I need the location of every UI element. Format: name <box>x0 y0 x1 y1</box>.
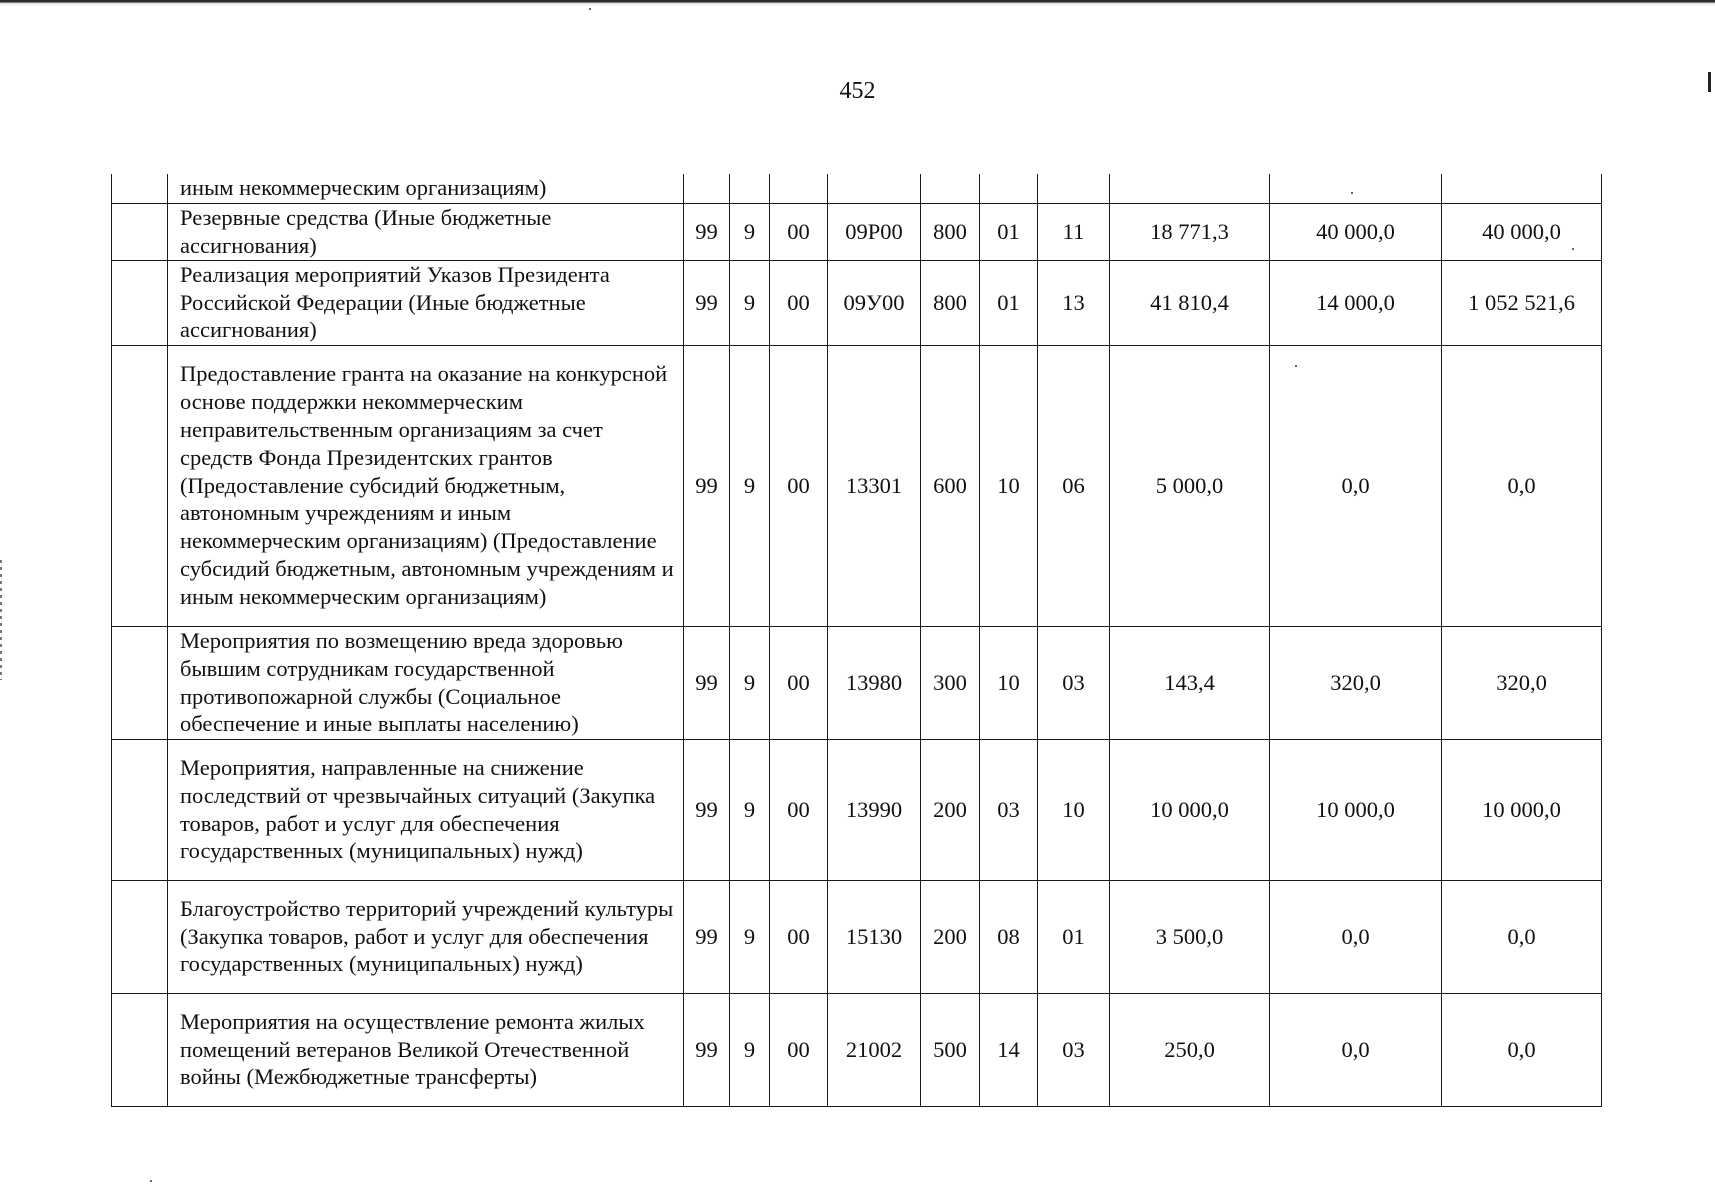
description-cell: Реализация мероприятий Указов Президента Российской Федерации (Иные бюджетные ассигнования) <box>168 260 684 345</box>
description-cell: Благоустройство территорий учреждений культуры (Закупка товаров, работ и услуг для обеспечения государственных (муниципальных) нужд) <box>168 880 684 993</box>
row-number-cell <box>112 345 168 626</box>
scan-speck <box>1295 365 1297 367</box>
page-number: 452 <box>839 78 876 104</box>
scan-border-top <box>0 0 1715 6</box>
amount-cell: 0,0 <box>1270 993 1442 1106</box>
code-cell <box>1038 174 1110 203</box>
amount-cell <box>1110 174 1270 203</box>
amount-cell: 40 000,0 <box>1442 203 1602 260</box>
description-cell: иным некоммерческим организациям) <box>168 174 684 203</box>
row-number-cell <box>112 739 168 880</box>
amount-cell: 0,0 <box>1270 880 1442 993</box>
amount-cell: 143,4 <box>1110 626 1270 739</box>
code-cell: 300 <box>921 626 980 739</box>
amount-cell <box>1442 174 1602 203</box>
scan-speck <box>150 1180 152 1182</box>
code-cell: 03 <box>980 739 1038 880</box>
code-cell: 600 <box>921 345 980 626</box>
description-cell: Мероприятия по возмещению вреда здоровью бывшим сотрудникам государственной противопожарной службы (Социальное обеспечение и иные выплаты населению) <box>168 626 684 739</box>
code-cell <box>770 174 828 203</box>
code-cell: 03 <box>1038 993 1110 1106</box>
table-row <box>112 260 1602 345</box>
row-number-cell <box>112 174 168 203</box>
amount-cell: 10 000,0 <box>1442 739 1602 880</box>
table-row <box>112 626 1602 739</box>
code-cell: 10 <box>980 345 1038 626</box>
code-cell: 00 <box>770 739 828 880</box>
code-cell: 00 <box>770 993 828 1106</box>
code-cell <box>828 174 921 203</box>
code-cell: 9 <box>730 260 770 345</box>
code-cell: 200 <box>921 739 980 880</box>
table-row <box>112 880 1602 993</box>
amount-cell: 1 052 521,6 <box>1442 260 1602 345</box>
code-cell: 01 <box>980 203 1038 260</box>
amount-cell: 0,0 <box>1442 345 1602 626</box>
description-cell: Мероприятия на осуществление ремонта жилых помещений ветеранов Великой Отечественной войны (Межбюджетные трансферты) <box>168 993 684 1106</box>
scan-speck <box>1572 248 1574 250</box>
code-cell: 99 <box>684 880 730 993</box>
description-cell: Мероприятия, направленные на снижение последствий от чрезвычайных ситуаций (Закупка товаров, работ и услуг для обеспечения государственных (муниципальных) нужд) <box>168 739 684 880</box>
amount-cell: 5 000,0 <box>1110 345 1270 626</box>
amount-cell: 18 771,3 <box>1110 203 1270 260</box>
code-cell: 9 <box>730 739 770 880</box>
code-cell: 10 <box>1038 739 1110 880</box>
code-cell: 99 <box>684 993 730 1106</box>
scan-mark-left <box>0 560 2 680</box>
code-cell: 09Р00 <box>828 203 921 260</box>
code-cell: 99 <box>684 260 730 345</box>
amount-cell: 3 500,0 <box>1110 880 1270 993</box>
row-number-cell <box>112 203 168 260</box>
code-cell: 00 <box>770 626 828 739</box>
amount-cell: 320,0 <box>1270 626 1442 739</box>
amount-cell <box>1270 174 1442 203</box>
code-cell: 08 <box>980 880 1038 993</box>
code-cell: 13 <box>1038 260 1110 345</box>
code-cell: 99 <box>684 203 730 260</box>
code-cell: 9 <box>730 880 770 993</box>
code-cell: 13301 <box>828 345 921 626</box>
code-cell: 00 <box>770 260 828 345</box>
amount-cell: 0,0 <box>1270 345 1442 626</box>
code-cell: 13980 <box>828 626 921 739</box>
code-cell: 9 <box>730 203 770 260</box>
code-cell: 800 <box>921 203 980 260</box>
scan-speck <box>589 8 591 10</box>
code-cell <box>730 174 770 203</box>
table-row <box>112 993 1602 1106</box>
code-cell: 99 <box>684 739 730 880</box>
table-row <box>112 345 1602 626</box>
amount-cell: 10 000,0 <box>1110 739 1270 880</box>
code-cell <box>684 174 730 203</box>
amount-cell: 0,0 <box>1442 880 1602 993</box>
amount-cell: 10 000,0 <box>1270 739 1442 880</box>
amount-cell: 40 000,0 <box>1270 203 1442 260</box>
amount-cell: 320,0 <box>1442 626 1602 739</box>
code-cell: 01 <box>1038 880 1110 993</box>
amount-cell: 14 000,0 <box>1270 260 1442 345</box>
code-cell: 03 <box>1038 626 1110 739</box>
code-cell: 9 <box>730 993 770 1106</box>
code-cell <box>921 174 980 203</box>
scan-speck <box>1351 192 1353 194</box>
code-cell: 21002 <box>828 993 921 1106</box>
code-cell: 99 <box>684 345 730 626</box>
amount-cell: 0,0 <box>1442 993 1602 1106</box>
code-cell: 10 <box>980 626 1038 739</box>
code-cell: 00 <box>770 345 828 626</box>
code-cell: 13990 <box>828 739 921 880</box>
row-number-cell <box>112 880 168 993</box>
code-cell: 01 <box>980 260 1038 345</box>
row-number-cell <box>112 993 168 1106</box>
code-cell: 9 <box>730 345 770 626</box>
amount-cell: 250,0 <box>1110 993 1270 1106</box>
code-cell: 200 <box>921 880 980 993</box>
code-cell: 500 <box>921 993 980 1106</box>
code-cell: 00 <box>770 203 828 260</box>
table-row <box>112 174 1602 203</box>
row-number-cell <box>112 260 168 345</box>
code-cell: 14 <box>980 993 1038 1106</box>
code-cell: 11 <box>1038 203 1110 260</box>
table-row <box>112 203 1602 260</box>
code-cell: 06 <box>1038 345 1110 626</box>
code-cell: 800 <box>921 260 980 345</box>
budget-table <box>111 174 1602 1107</box>
code-cell: 9 <box>730 626 770 739</box>
code-cell: 15130 <box>828 880 921 993</box>
amount-cell: 41 810,4 <box>1110 260 1270 345</box>
description-cell: Резервные средства (Иные бюджетные ассигнования) <box>168 203 684 260</box>
code-cell: 99 <box>684 626 730 739</box>
code-cell: 09У00 <box>828 260 921 345</box>
code-cell: 00 <box>770 880 828 993</box>
table-row <box>112 739 1602 880</box>
description-cell: Предоставление гранта на оказание на конкурсной основе поддержки некоммерческим неправительственным организациям за счет средств Фонда Президентских грантов (Предоставление субсидий бюджетным, автономным учреждениям и иным некоммерческим организациям) (Предоставление субсидий бюджетным, автономным учреждениям и иным некоммерческим организациям) <box>168 345 684 626</box>
row-number-cell <box>112 626 168 739</box>
code-cell <box>980 174 1038 203</box>
